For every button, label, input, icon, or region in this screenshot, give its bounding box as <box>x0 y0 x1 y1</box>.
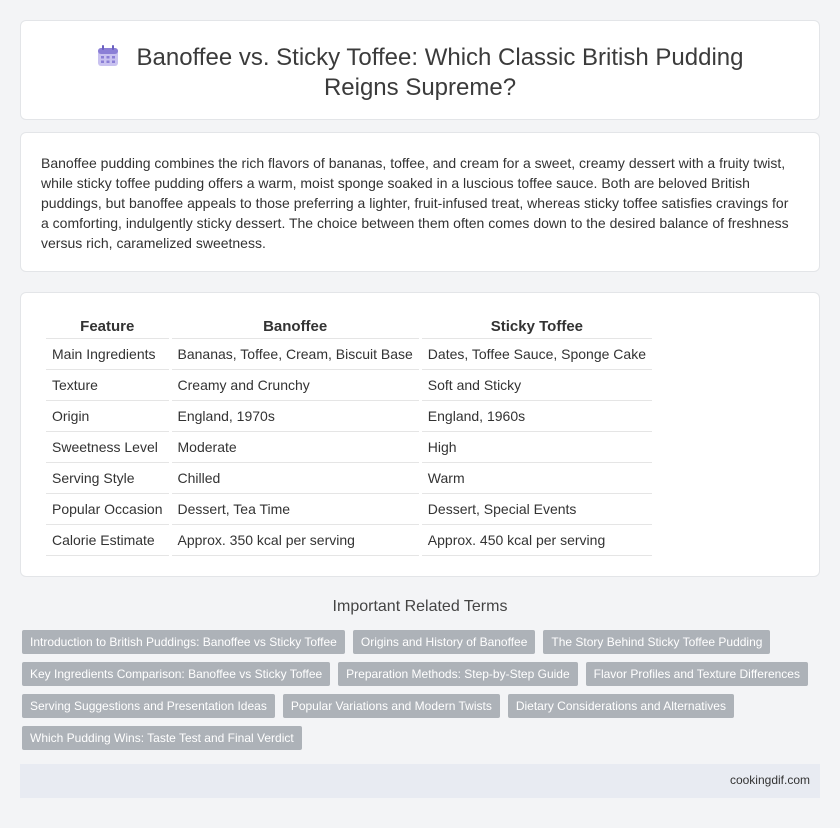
calendar-icon <box>97 45 119 67</box>
table-row <box>46 370 652 401</box>
table-cell: Calorie Estimate <box>46 525 169 556</box>
related-tag[interactable]: Dietary Considerations and Alternatives <box>508 694 734 718</box>
table-cell: Main Ingredients <box>46 339 169 370</box>
table-cell: Approx. 350 kcal per serving <box>172 525 419 556</box>
table-row <box>46 401 652 432</box>
page-title: Banoffee vs. Sticky Toffee: Which Classic British Pudding Reigns Supreme? <box>136 44 744 101</box>
header-feature: Feature <box>46 315 169 339</box>
header-banoffee: Banoffee <box>172 315 419 339</box>
related-tag[interactable]: Popular Variations and Modern Twists <box>283 694 500 718</box>
table-cell: Dessert, Special Events <box>422 494 652 525</box>
related-tag[interactable]: Flavor Profiles and Texture Differences <box>586 662 808 686</box>
related-tag[interactable]: The Story Behind Sticky Toffee Pudding <box>543 630 770 654</box>
table-cell: Sweetness Level <box>46 432 169 463</box>
table-cell: Popular Occasion <box>46 494 169 525</box>
header-sticky-toffee: Sticky Toffee <box>422 315 652 339</box>
footer-site-link[interactable]: cookingdif.com <box>729 773 810 787</box>
table-cell: Warm <box>422 463 652 494</box>
table-cell: Chilled <box>172 463 419 494</box>
summary-text: Banoffee pudding combines the rich flavors of bananas, toffee, and cream for a sweet, creamy dessert with a fruity twist, while sticky toffee pudding offers a warm, moist sponge soaked in a luscious toffee sauce. Both are beloved British puddings, but banoffee appeals to those preferring a lighter, fruit-infused treat, whereas sticky toffee satisfies cravings for a comforting, indulgently sticky dessert. The choice between them often comes down to the desired balance of freshness versus rich, caramelized sweetness. <box>41 155 789 251</box>
related-tag[interactable]: Key Ingredients Comparison: Banoffee vs Sticky Toffee <box>22 662 330 686</box>
table-cell: Dessert, Tea Time <box>172 494 419 525</box>
related-tags <box>22 630 812 750</box>
header-card <box>20 20 820 120</box>
comparison-card <box>20 292 820 577</box>
table-cell: Texture <box>46 370 169 401</box>
related-tag[interactable]: Preparation Methods: Step-by-Step Guide <box>338 662 577 686</box>
table-cell: Approx. 450 kcal per serving <box>422 525 652 556</box>
table-cell: Serving Style <box>46 463 169 494</box>
related-tag[interactable]: Which Pudding Wins: Taste Test and Final Verdict <box>22 726 302 750</box>
related-terms-title: Important Related Terms <box>332 598 508 615</box>
table-cell: Soft and Sticky <box>422 370 652 401</box>
related-tag[interactable]: Serving Suggestions and Presentation Ideas <box>22 694 275 718</box>
table-header-row <box>46 315 652 339</box>
related-tag[interactable]: Introduction to British Puddings: Banoffee vs Sticky Toffee <box>22 630 345 654</box>
related-tag[interactable]: Origins and History of Banoffee <box>353 630 536 654</box>
page-title-wrap <box>61 43 779 103</box>
footer <box>20 764 820 798</box>
comparison-table <box>43 315 655 556</box>
table-row <box>46 494 652 525</box>
table-cell: England, 1970s <box>172 401 419 432</box>
table-cell: Moderate <box>172 432 419 463</box>
table-cell: Bananas, Toffee, Cream, Biscuit Base <box>172 339 419 370</box>
table-cell: Dates, Toffee Sauce, Sponge Cake <box>422 339 652 370</box>
table-row <box>46 525 652 556</box>
table-cell: High <box>422 432 652 463</box>
table-cell: Creamy and Crunchy <box>172 370 419 401</box>
table-cell: England, 1960s <box>422 401 652 432</box>
table-cell: Origin <box>46 401 169 432</box>
summary-card <box>20 132 820 272</box>
table-row <box>46 432 652 463</box>
table-row <box>46 463 652 494</box>
table-row <box>46 339 652 370</box>
